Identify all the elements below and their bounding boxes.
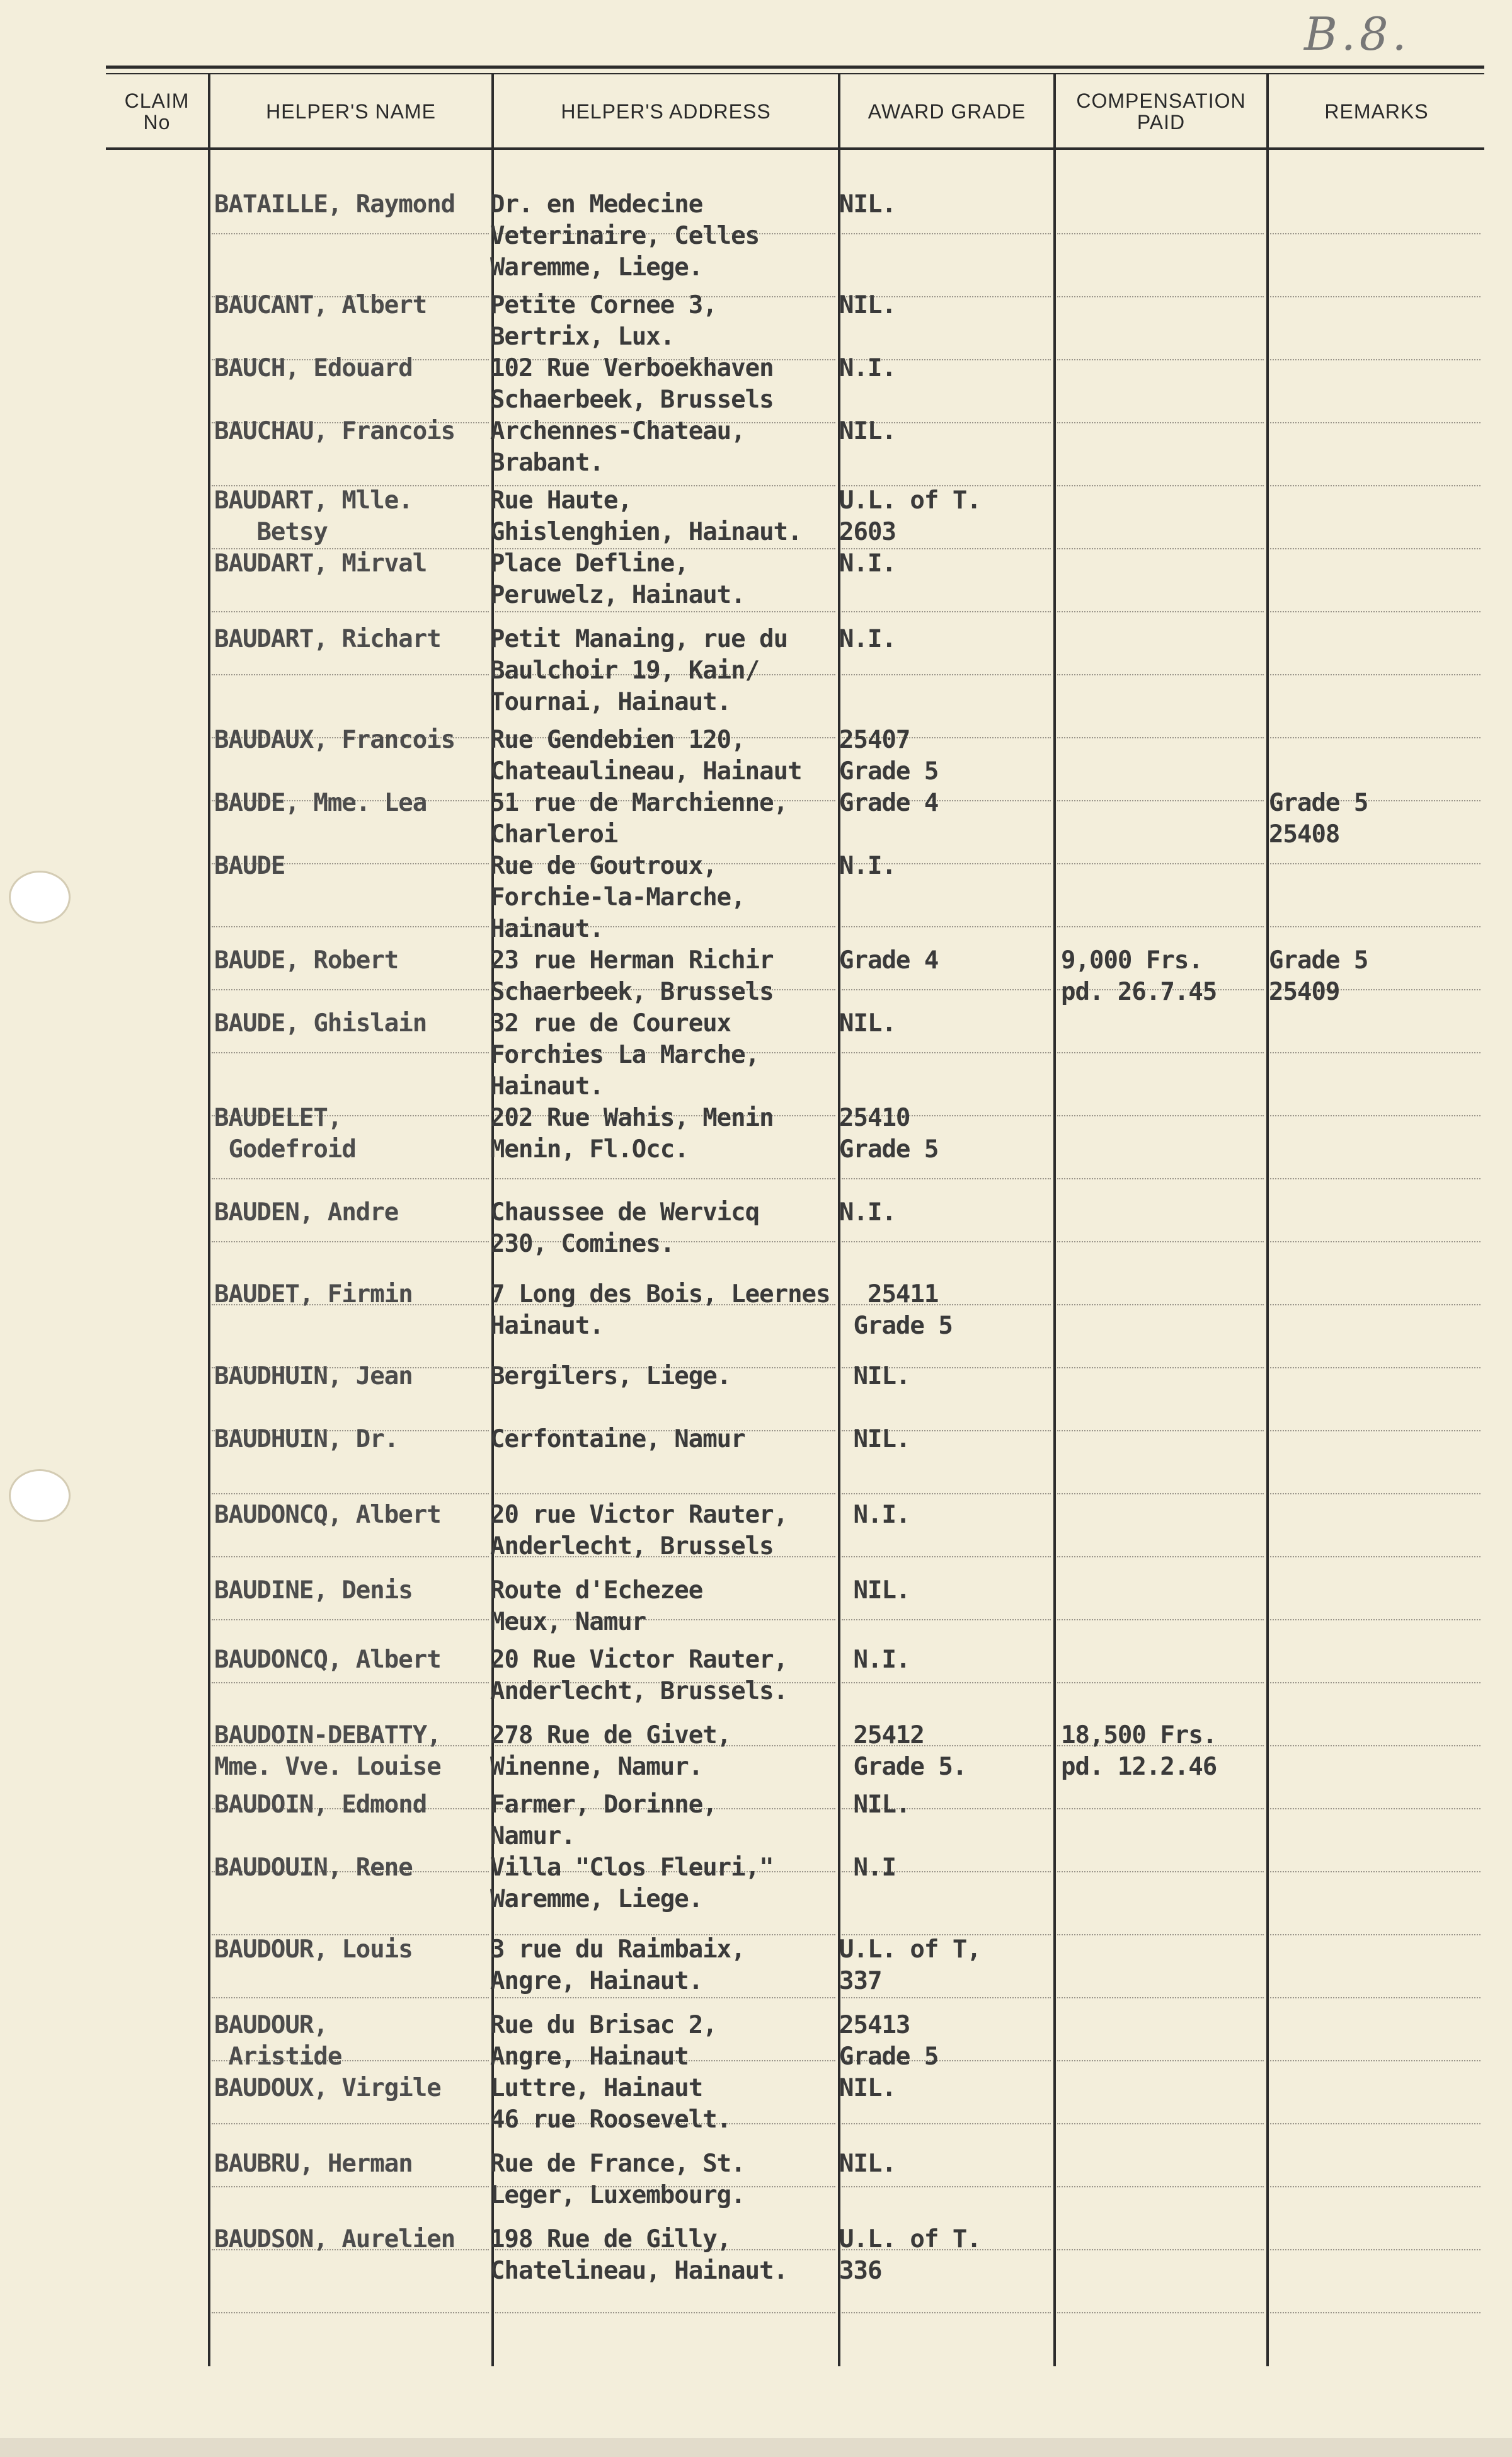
ruled-line xyxy=(1270,359,1480,360)
entry-award: NIL. xyxy=(839,1009,896,1038)
entry-award: Grade 4 xyxy=(839,946,939,975)
ruled-line xyxy=(212,1052,489,1053)
ruled-line xyxy=(1270,422,1480,423)
column-divider xyxy=(1266,73,1269,2366)
ruled-line xyxy=(842,1052,1051,1053)
ruled-line xyxy=(1270,1556,1480,1557)
ruled-line xyxy=(1270,2186,1480,2187)
entry-remarks: Grade 5 25408 xyxy=(1269,789,1368,849)
ruled-line xyxy=(212,2312,489,2313)
ruled-line xyxy=(1270,1619,1480,1620)
entry-address: Farmer, Dorinne, Namur. xyxy=(490,1790,717,1850)
ruled-line xyxy=(1270,611,1480,612)
entry-address: Petite Cornee 3, Bertrix, Lux. xyxy=(490,291,717,351)
ruled-line xyxy=(1057,737,1264,738)
ruled-line xyxy=(1270,1997,1480,1998)
ruled-line xyxy=(1270,737,1480,738)
entry-award: NIL. xyxy=(839,1425,910,1453)
entry-award: 25413 Grade 5 xyxy=(839,2011,939,2071)
ruled-line xyxy=(1057,1682,1264,1683)
entry-address: Archennes-Chateau, Brabant. xyxy=(490,417,745,477)
entry-address: 198 Rue de Gilly, Chatelineau, Hainaut. xyxy=(490,2225,788,2285)
ruled-line xyxy=(212,233,489,234)
ruled-line xyxy=(212,2123,489,2124)
entry-award: N.I. xyxy=(839,1501,910,1529)
entry-name: BAUBRU, Herman xyxy=(214,2150,413,2178)
entry-name: BAUDAUX, Francois xyxy=(214,726,455,754)
ruled-line xyxy=(1270,2249,1480,2250)
ruled-line xyxy=(495,2312,835,2313)
ruled-line xyxy=(212,674,489,675)
ruled-line xyxy=(1057,233,1264,234)
ruled-line xyxy=(1270,296,1480,297)
ruled-line xyxy=(1270,2123,1480,2124)
entry-name: BAUDINE, Denis xyxy=(214,1576,413,1605)
ruled-line xyxy=(842,1493,1051,1494)
ruled-line xyxy=(842,1556,1051,1557)
ruled-line xyxy=(495,1997,835,1998)
ruled-line xyxy=(212,1997,489,1998)
entry-address: 51 rue de Marchienne, Charleroi xyxy=(490,789,788,849)
ruled-line xyxy=(212,1619,489,1620)
header-remarks: REMARKS xyxy=(1324,100,1429,123)
ruled-line xyxy=(1270,1430,1480,1431)
ruled-line xyxy=(1057,1997,1264,1998)
header-helpers-name: HELPER'S NAME xyxy=(266,100,436,123)
entry-name: BAUCHAU, Francois xyxy=(214,417,455,445)
ruled-line xyxy=(1057,1178,1264,1179)
entry-award: U.L. of T. 336 xyxy=(839,2225,981,2285)
entry-award: NIL. xyxy=(839,190,896,219)
ruled-line xyxy=(1057,2186,1264,2187)
ruled-line xyxy=(1057,1052,1264,1053)
ruled-line xyxy=(495,1493,835,1494)
ruled-line xyxy=(842,1619,1051,1620)
entry-address: Rue de Goutroux, Forchie-la-Marche, Hainaut. xyxy=(490,852,745,943)
entry-award: NIL. xyxy=(839,1576,910,1605)
ruled-line xyxy=(1057,1619,1264,1620)
ruled-line xyxy=(1057,548,1264,549)
ruled-line xyxy=(1270,2060,1480,2061)
ruled-line xyxy=(1057,674,1264,675)
ruled-line xyxy=(1270,1934,1480,1935)
entry-address: 202 Rue Wahis, Menin Menin, Fl.Occ. xyxy=(490,1104,774,1164)
ruled-line xyxy=(1270,674,1480,675)
entry-name: BAUDOUIN, Rene xyxy=(214,1853,413,1882)
entry-award: N.I. xyxy=(839,1646,910,1674)
ruled-line xyxy=(1057,800,1264,801)
ruled-line xyxy=(842,1682,1051,1683)
entry-name: BATAILLE, Raymond xyxy=(214,190,455,219)
entry-award: 25410 Grade 5 xyxy=(839,1104,939,1164)
entry-address: 23 rue Herman Richir Schaerbeek, Brussels xyxy=(490,946,774,1006)
entry-name: BAUDOUR, Aristide xyxy=(214,2011,342,2071)
entry-compensation: 18,500 Frs. pd. 12.2.46 xyxy=(1061,1721,1217,1781)
entry-award: N.I. xyxy=(839,852,896,880)
entry-name: BAUDELET, Godefroid xyxy=(214,1104,356,1164)
ruled-line xyxy=(1270,1808,1480,1809)
entry-award: NIL. xyxy=(839,2074,896,2102)
top-rule-thin xyxy=(106,73,1484,74)
ruled-line xyxy=(1270,1115,1480,1116)
entry-address: Place Defline, Peruwelz, Hainaut. xyxy=(490,549,745,609)
entry-address: Dr. en Medecine Veterinaire, Celles Waremme, Liege. xyxy=(490,190,760,282)
ruled-line xyxy=(1057,1115,1264,1116)
entry-name: BAUDART, Mlle. Betsy xyxy=(214,486,413,546)
ruled-line xyxy=(1270,1241,1480,1242)
ruled-line xyxy=(212,611,489,612)
ruled-line xyxy=(1270,1871,1480,1872)
entry-award: NIL. xyxy=(839,291,896,319)
ruled-line xyxy=(1057,1556,1264,1557)
ruled-line xyxy=(1270,863,1480,864)
ruled-line xyxy=(1057,926,1264,927)
entry-name: BAUDART, Mirval xyxy=(214,549,427,578)
ruled-line xyxy=(1270,1745,1480,1746)
entry-address: Rue de France, St. Leger, Luxembourg. xyxy=(490,2150,745,2209)
entry-name: BAUDONCQ, Albert xyxy=(214,1501,441,1529)
ruled-line xyxy=(495,1178,835,1179)
ruled-line xyxy=(1057,863,1264,864)
ruled-line xyxy=(1057,1430,1264,1431)
entry-address: Route d'Echezee Meux, Namur xyxy=(490,1576,703,1636)
ruled-line xyxy=(842,1997,1051,1998)
entry-award: N.I xyxy=(839,1853,896,1882)
entry-address: Rue Haute, Ghislenghien, Hainaut. xyxy=(490,486,802,546)
entry-address: Petit Manaing, rue du Baulchoir 19, Kain/ Tournai, Hainaut. xyxy=(490,625,788,716)
column-divider xyxy=(208,73,210,2366)
entry-address: 278 Rue de Givet, Winenne, Namur. xyxy=(490,1721,731,1781)
entry-award: U.L. of T. 2603 xyxy=(839,486,981,546)
entry-name: BAUDART, Richart xyxy=(214,625,441,653)
entry-address: Villa "Clos Fleuri," Waremme, Liege. xyxy=(490,1853,774,1913)
ruled-line xyxy=(1270,1304,1480,1305)
entry-award: NIL. xyxy=(839,417,896,445)
ruled-line xyxy=(212,1493,489,1494)
entry-award: 25412 Grade 5. xyxy=(853,1721,967,1781)
page-bottom-edge xyxy=(0,2438,1512,2457)
ruled-line xyxy=(842,989,1051,990)
entry-award: NIL. xyxy=(839,1790,910,1819)
entry-award: Grade 4 xyxy=(839,789,939,817)
ruled-line xyxy=(495,611,835,612)
ruled-line xyxy=(212,1682,489,1683)
entry-name: BAUDOIN, Edmond xyxy=(214,1790,427,1819)
ruled-line xyxy=(1057,2312,1264,2313)
ruled-line xyxy=(212,2186,489,2187)
punch-hole xyxy=(9,1469,71,1522)
ruled-line xyxy=(842,2186,1051,2187)
entry-address: Bergilers, Liege. xyxy=(490,1362,731,1390)
header-award-grade: AWARD GRADE xyxy=(868,100,1026,123)
entry-address: 20 Rue Victor Rauter, Anderlecht, Brussels. xyxy=(490,1646,788,1705)
ruled-line xyxy=(212,1556,489,1557)
entry-name: BAUDE xyxy=(214,852,285,880)
entry-remarks: Grade 5 25409 xyxy=(1269,946,1368,1006)
ruled-line xyxy=(1057,2123,1264,2124)
punch-hole xyxy=(9,871,71,924)
entry-award: 25411 Grade 5 xyxy=(853,1280,953,1340)
top-rule xyxy=(106,66,1484,69)
ruled-line xyxy=(1057,422,1264,423)
entry-name: BAUDHUIN, Dr. xyxy=(214,1425,399,1453)
ruled-line xyxy=(1270,926,1480,927)
ruled-line xyxy=(1270,548,1480,549)
ruled-line xyxy=(1057,359,1264,360)
entry-address: Rue Gendebien 120, Chateaulineau, Hainaut xyxy=(490,726,802,786)
ruled-line xyxy=(842,2123,1051,2124)
ruled-line xyxy=(1270,1367,1480,1368)
ruled-line xyxy=(1057,296,1264,297)
ruled-line xyxy=(212,1241,489,1242)
ruled-line xyxy=(1057,1934,1264,1935)
ruled-line xyxy=(842,2312,1051,2313)
entry-name: BAUDE, Robert xyxy=(214,946,399,975)
header-helpers-address: HELPER'S ADDRESS xyxy=(561,100,771,123)
entry-address: Cerfontaine, Namur xyxy=(490,1425,745,1453)
entry-address: 7 Long des Bois, Leernes Hainaut. xyxy=(490,1280,830,1340)
entry-name: BAUCANT, Albert xyxy=(214,291,427,319)
entry-name: BAUDONCQ, Albert xyxy=(214,1646,441,1674)
entry-award: NIL. xyxy=(839,2150,896,2178)
ruled-line xyxy=(1057,1808,1264,1809)
entry-address: 32 rue de Coureux Forchies La Marche, Hainaut. xyxy=(490,1009,760,1101)
ruled-line xyxy=(1270,2312,1480,2313)
ruled-line xyxy=(1057,1493,1264,1494)
entry-name: BAUDET, Firmin xyxy=(214,1280,413,1309)
entry-address: Luttre, Hainaut 46 rue Roosevelt. xyxy=(490,2074,731,2134)
ruled-line xyxy=(842,233,1051,234)
header-rule xyxy=(106,147,1484,150)
entry-address: Chaussee de Wervicq 230, Comines. xyxy=(490,1198,760,1258)
ruled-line xyxy=(842,1178,1051,1179)
ruled-line xyxy=(1270,485,1480,486)
header-claim-no: CLAIM No xyxy=(124,89,190,134)
ruled-line xyxy=(842,611,1051,612)
entry-award: N.I. xyxy=(839,354,896,382)
entry-address: 20 rue Victor Rauter, Anderlecht, Brussels xyxy=(490,1501,788,1561)
entry-name: BAUCH, Edouard xyxy=(214,354,413,382)
entry-award: N.I. xyxy=(839,549,896,578)
ruled-line xyxy=(1057,1241,1264,1242)
ruled-line xyxy=(1057,1367,1264,1368)
entry-address: Rue du Brisac 2, Angre, Hainaut xyxy=(490,2011,717,2071)
ruled-line xyxy=(212,989,489,990)
entry-award: N.I. xyxy=(839,1198,896,1227)
ruled-line xyxy=(842,926,1051,927)
ruled-line xyxy=(1270,1682,1480,1683)
entry-award: N.I. xyxy=(839,625,896,653)
ruled-line xyxy=(212,926,489,927)
entry-name: BAUDHUIN, Jean xyxy=(214,1362,413,1390)
ruled-line xyxy=(1057,2060,1264,2061)
ruled-line xyxy=(212,1178,489,1179)
ruled-line xyxy=(1057,2249,1264,2250)
entry-award: NIL. xyxy=(839,1362,910,1390)
entry-name: BAUDOIN-DEBATTY, Mme. Vve. Louise xyxy=(214,1721,441,1781)
entry-name: BAUDOUX, Virgile xyxy=(214,2074,441,2102)
ruled-line xyxy=(1057,485,1264,486)
ruled-line xyxy=(1270,1178,1480,1179)
ruled-line xyxy=(1057,611,1264,612)
entry-compensation: 9,000 Frs. pd. 26.7.45 xyxy=(1061,946,1217,1006)
entry-name: BAUDEN, Andre xyxy=(214,1198,399,1227)
entry-address: 3 rue du Raimbaix, Angre, Hainaut. xyxy=(490,1935,745,1995)
header-compensation-paid: COMPENSATION PAID xyxy=(1076,89,1246,134)
page-mark: B.8. xyxy=(1304,8,1411,60)
ruled-line xyxy=(1270,233,1480,234)
ruled-line xyxy=(842,674,1051,675)
entry-address: 102 Rue Verboekhaven Schaerbeek, Brussels xyxy=(490,354,774,414)
entry-name: BAUDSON, Aurelien xyxy=(214,2225,455,2254)
column-divider xyxy=(1053,73,1056,2366)
entry-award: U.L. of T, 337 xyxy=(839,1935,981,1995)
ruled-line xyxy=(1270,1493,1480,1494)
ruled-line xyxy=(842,1241,1051,1242)
entry-name: BAUDOUR, Louis xyxy=(214,1935,413,1964)
ruled-line xyxy=(1057,1304,1264,1305)
entry-award: 25407 Grade 5 xyxy=(839,726,939,786)
ruled-line xyxy=(1270,1052,1480,1053)
entry-name: BAUDE, Mme. Lea xyxy=(214,789,427,817)
entry-name: BAUDE, Ghislain xyxy=(214,1009,427,1038)
ruled-line xyxy=(1057,1871,1264,1872)
